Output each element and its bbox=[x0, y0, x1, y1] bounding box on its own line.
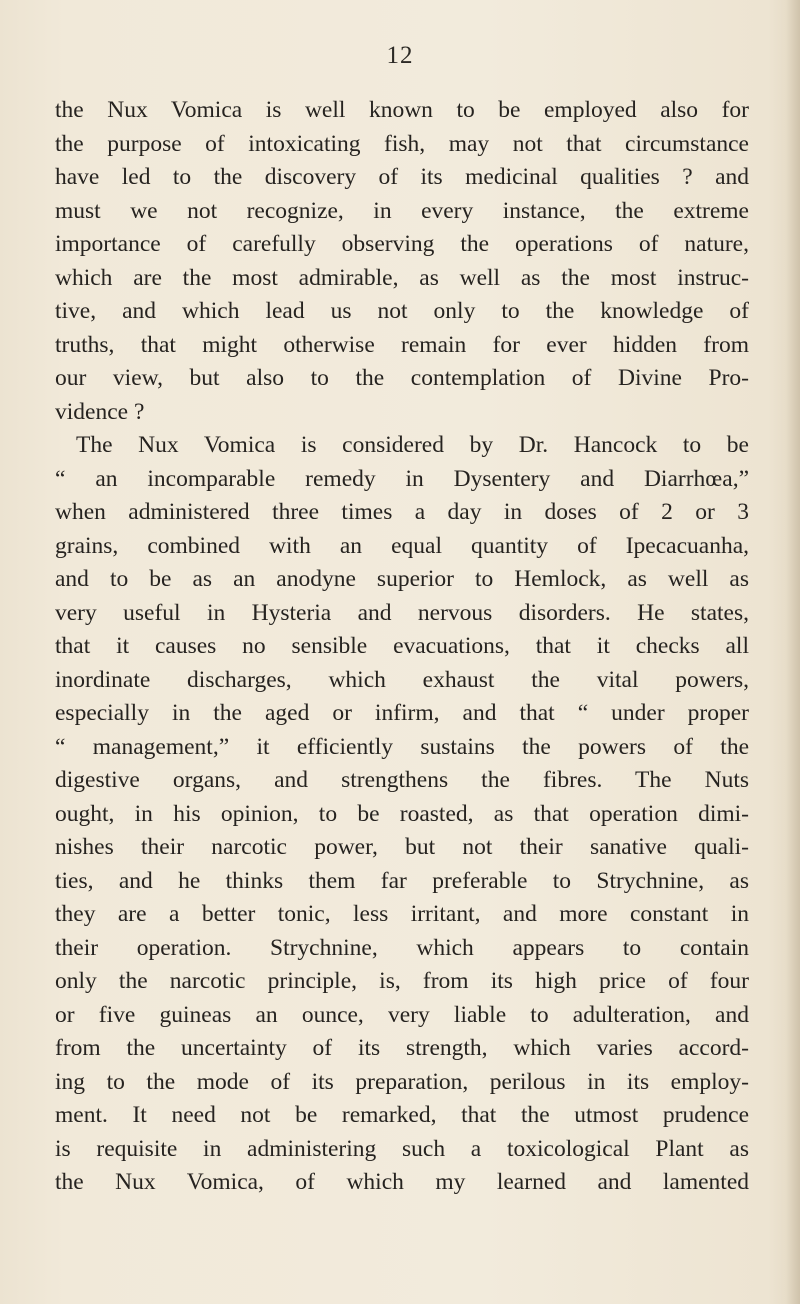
text-line: our view, but also to the contemplation of Divine Pro- bbox=[55, 365, 749, 391]
text-line: importance of carefully observing the operations of nature, bbox=[55, 231, 749, 257]
page-number: 12 bbox=[386, 42, 414, 69]
text-line: must we not recognize, in every instance, the extreme bbox=[55, 197, 749, 224]
body-text bbox=[55, 94, 749, 1200]
text-line: the Nux Vomica is well known to be employed also for bbox=[55, 97, 749, 123]
text-line: their operation. Strychnine, which appears to contain bbox=[55, 934, 749, 961]
text-line: ought, in his opinion, to be roasted, as that operation dimi- bbox=[55, 800, 749, 827]
text-line: the purpose of intoxicating fish, may not that circumstance bbox=[55, 130, 749, 157]
text-line: that it causes no sensible evacuations, that it checks all bbox=[55, 633, 749, 659]
text-line: ing to the mode of its preparation, perilous in its employ- bbox=[55, 1068, 749, 1095]
text-line: grains, combined with an equal quantity of Ipecacuanha, bbox=[55, 532, 749, 559]
text-line: tive, and which lead us not only to the knowledge of bbox=[55, 298, 749, 324]
text-line: when administered three times a day in doses of 2 or 3 bbox=[55, 499, 749, 525]
text-line: the Nux Vomica, of which my learned and lamented bbox=[55, 1169, 749, 1195]
text-line: very useful in Hysteria and nervous disorders. He states, bbox=[55, 599, 749, 626]
text-line: only the narcotic principle, is, from its high price of four bbox=[55, 968, 749, 994]
text-line: from the uncertainty of its strength, which varies accord- bbox=[55, 1035, 749, 1061]
text-line: “ management,” it efficiently sustains the powers of the bbox=[55, 733, 749, 760]
text-line: which are the most admirable, as well as the most instruc- bbox=[55, 264, 749, 291]
text-line: ties, and he thinks them far preferable to Strychnine, as bbox=[55, 867, 749, 894]
text-line: they are a better tonic, less irritant, and more constant in bbox=[55, 901, 749, 927]
text-line: or five guineas an ounce, very liable to adulteration, and bbox=[55, 1001, 749, 1028]
paragraph-end-line: vidence ? bbox=[55, 398, 145, 425]
paragraph-start-line: The Nux Vomica is considered by Dr. Hancock to be bbox=[76, 432, 749, 458]
page-edge-shadow bbox=[786, 0, 800, 1304]
text-line: and to be as an anodyne superior to Hemlock, as well as bbox=[55, 566, 749, 592]
text-line: nishes their narcotic power, but not their sanative quali- bbox=[55, 834, 749, 860]
text-line: inordinate discharges, which exhaust the vital powers, bbox=[55, 666, 749, 693]
text-line: have led to the discovery of its medicinal qualities ? and bbox=[55, 164, 749, 190]
text-line: ment. It need not be remarked, that the utmost prudence bbox=[55, 1102, 749, 1128]
text-line: truths, that might otherwise remain for ever hidden from bbox=[55, 331, 749, 358]
text-line: “ an incomparable remedy in Dysentery and Diarrhœa,” bbox=[55, 465, 749, 492]
text-line: is requisite in administering such a toxicological Plant as bbox=[55, 1135, 749, 1162]
text-line: especially in the aged or infirm, and that “ under proper bbox=[55, 700, 749, 726]
text-line: digestive organs, and strengthens the fibres. The Nuts bbox=[55, 767, 749, 793]
